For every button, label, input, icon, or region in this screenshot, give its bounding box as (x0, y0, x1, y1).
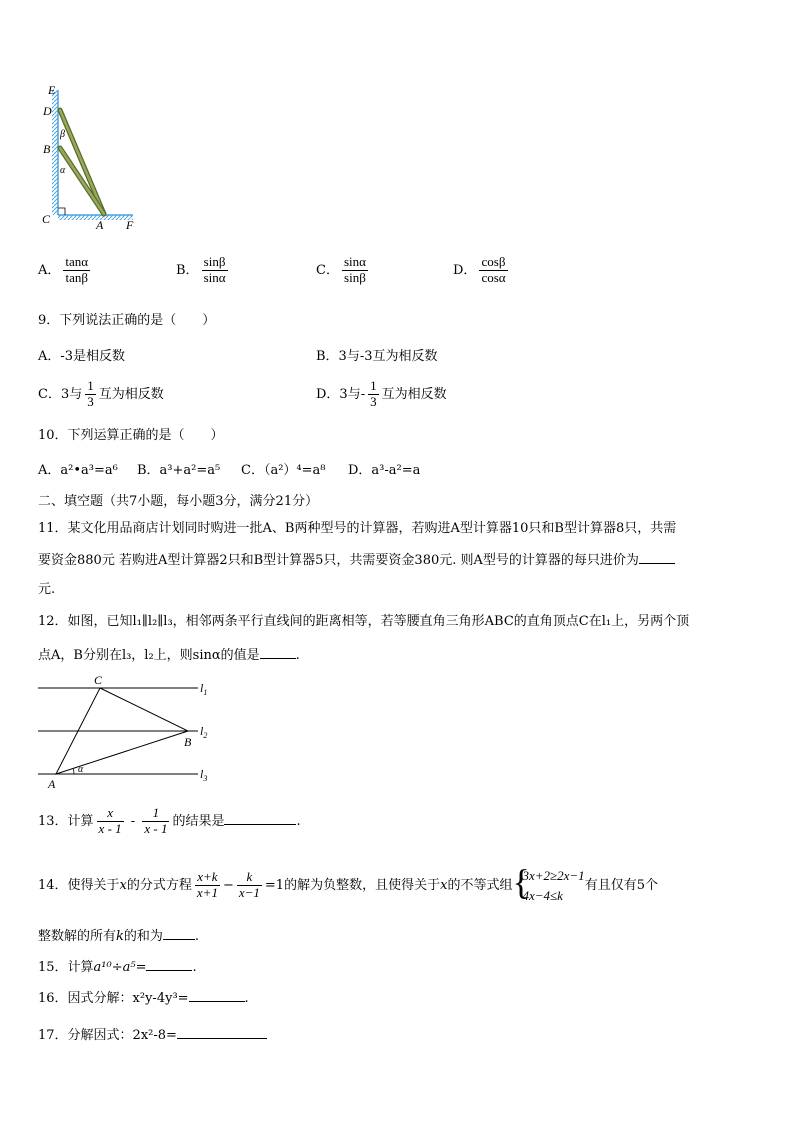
q13: 13．计算 $\frac{x}{x - 1}$ - $\frac{1}{x - 1}$ 的结果是 . (38, 805, 301, 836)
answer-blank[interactable] (189, 989, 245, 1002)
q14-line2: 整数解的所有k的和为 . (38, 929, 200, 944)
label-B: B (43, 142, 51, 156)
fraction: $\frac{1}{3}$ (87, 378, 94, 409)
label-A: A (96, 218, 104, 232)
label-A: A (48, 777, 56, 791)
label-l2: $l_2$ (200, 724, 208, 740)
option-letter: D． (453, 262, 477, 278)
fraction: $\frac{1}{x - 1}$ (144, 805, 168, 836)
fraction: $\frac{k}{x-1}$ (238, 869, 260, 900)
q8-option-a[interactable] (38, 255, 93, 286)
label-alpha: α (60, 165, 66, 176)
answer-blank[interactable] (224, 812, 296, 825)
ladder-figure (38, 82, 142, 234)
q16: 16．因式分解：x²y-4y³= . (38, 991, 249, 1006)
q11-line1: 11．某文化用品商店计划同时购进一批A、B两种型号的计算器，若购进A型计算器10只和B型计算器8只，共需 (38, 521, 677, 536)
label-C: C (42, 212, 51, 226)
label-C: C (94, 673, 103, 687)
answer-blank[interactable] (163, 927, 195, 940)
fraction: $\frac{x}{x - 1}$ (98, 805, 122, 836)
q14-line1: 14．使得关于x的分式方程 $\frac{x+k}{x+1}$ − $\frac{k}{x-1}$ =1的解为负整数，且使得关于x的不等式组 { 3x+2≥2x−1 4x−4≤k 有且仅有5个 (38, 866, 658, 905)
answer-blank[interactable] (260, 646, 296, 659)
section-heading: 二、填空题（共7小题，每小题3分，满分21分） (38, 494, 319, 509)
q12-line2: 点A，B分别在l₃，l₂上，则sinα的值是 . (38, 648, 300, 663)
q10-option-b[interactable]: B．a³+a²=a⁵ (137, 463, 221, 478)
q10-option-a[interactable]: A．a²•a³=a⁶ (38, 463, 118, 478)
fraction: $\frac{1}{3}$ (370, 378, 377, 409)
q10-option-d[interactable]: D．a³-a²=a (348, 463, 421, 478)
fraction: $\frac{\sin\alpha}{\sin\beta}$ (343, 254, 366, 285)
label-F: F (126, 218, 134, 232)
inequality-system: { 3x+2≥2x−1 4x−4≤k (512, 862, 585, 903)
q15: 15．计算a¹⁰÷a⁵= . (38, 960, 197, 975)
label-l1: $l_1$ (200, 681, 208, 697)
q17: 17．分解因式：2x²-8= (38, 1026, 267, 1044)
label-B: B (184, 735, 192, 749)
option-letter: A． (38, 262, 61, 278)
option-letter: C． (316, 262, 339, 278)
q9-option-b[interactable]: B．3与-3互为相反数 (316, 349, 438, 364)
answer-blank[interactable] (177, 1026, 267, 1039)
q11-line3: 元. (38, 582, 56, 597)
q12-line1: 12．如图，已知l₁∥l₂∥l₃，相邻两条平行直线间的距离相等，若等腰直角三角形ABC的直角顶点C在l₁上，另两个顶 (38, 614, 690, 629)
q8-option-d[interactable] (453, 255, 511, 286)
fraction: $\frac{\tan\alpha}{\tan\beta}$ (65, 254, 89, 285)
option-letter: B． (176, 262, 199, 278)
label-D: D (43, 104, 52, 118)
fraction: $\frac{\sin\beta}{\sin\alpha}$ (203, 254, 226, 285)
q11-line2: 要资金880元 若购进A型计算器2只和B型计算器5只，共需要资金380元. 则A型号的计算器的每只进价为 (38, 551, 675, 569)
label-E: E (48, 83, 56, 97)
q9-option-a[interactable]: A．-3是相反数 (38, 349, 126, 364)
q9-option-d[interactable]: D．3与- $\frac{1}{3}$ 互为相反数 (316, 378, 447, 409)
fraction: $\frac{\cos\beta}{\cos\alpha}$ (481, 254, 506, 285)
answer-blank[interactable] (639, 551, 675, 564)
q8-option-b[interactable] (176, 255, 231, 286)
q10-option-c[interactable]: C．（a²）⁴=a⁸ (241, 463, 326, 478)
q9-stem: 9．下列说法正确的是（ ） (38, 313, 216, 328)
label-alpha: α (78, 764, 84, 775)
q9-option-c[interactable]: C．3与 $\frac{1}{3}$ 互为相反数 (38, 378, 164, 409)
q8-option-c[interactable] (316, 255, 371, 286)
label-beta: β (60, 129, 65, 140)
triangle-figure (36, 670, 216, 792)
label-l3: $l_3$ (200, 767, 208, 783)
answer-blank[interactable] (146, 958, 192, 971)
fraction: $\frac{x+k}{x+1}$ (196, 869, 218, 900)
q10-stem: 10．下列运算正确的是（ ） (38, 428, 224, 443)
